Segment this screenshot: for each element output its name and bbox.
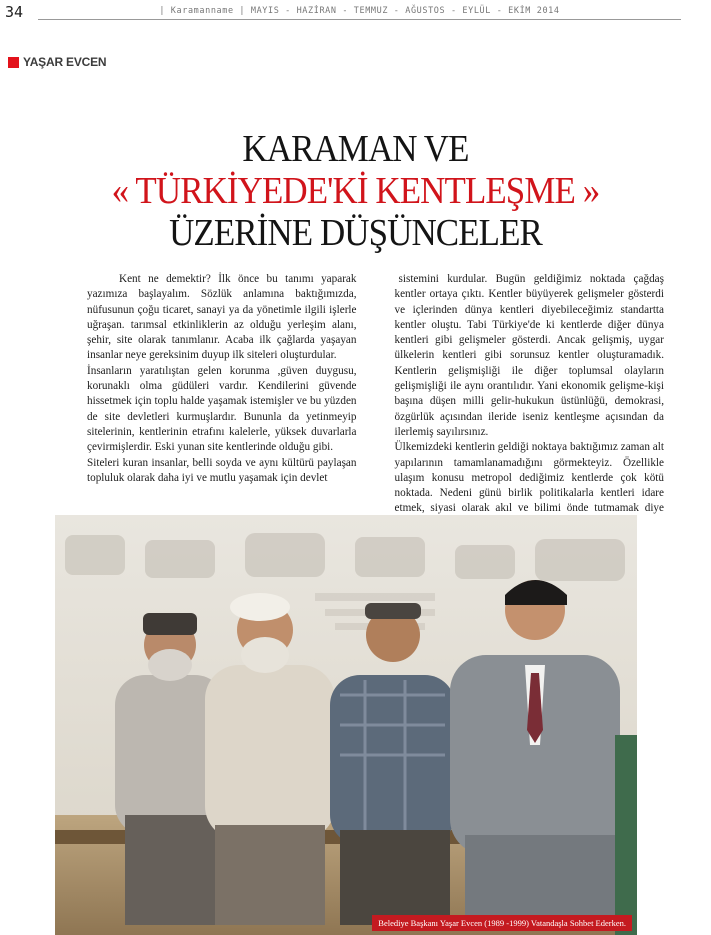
article-title <box>0 128 711 254</box>
page-number: 34 <box>5 3 24 21</box>
photo-illustration <box>55 515 637 935</box>
paragraph: sistemini kurdular. Bugün geldiğimiz noktada çağdaş kentler ortaya çıktı. Kentler büyüyerek gelişmeler gösterdi ve içlerinden dünya kentleri diyebileceğimiz standartta kentler oluştu. Tabi Türkiye'de ki kentlerde diğer dünya kentleri gibi gelişmeler gösterdi. Ancak gelişmiş, uygar ülkelerin kentleri gibi sorunsuz kentler oluşturamadık. Kentlerin gelişmişliği ile diğer toplumsal olayların gelişmişliği ile aynı orantılıdır. Yani ekonomik gelişme-kişi başına düşen milli gelir-hukukun üstünlüğü, demokrasi, özgürlük açısından ileride iseniz kentleşme açısından da ilerlemiş sayılırsınız. <box>394 273 664 438</box>
article-photo <box>55 515 637 935</box>
right-column <box>395 272 665 532</box>
title-line-2: « TÜRKİYEDE'Kİ KENTLEŞME » <box>111 170 600 212</box>
article-body <box>87 272 664 532</box>
paragraph: İnsanların yaratılıştan gelen korunma ,güven duygusu, korunaklı olma güdüleri vardır. Kendilerini güvende hissetmek için toplu halde yaşamak istemişler ve bu yüzden de site devletleri kurmuşlardır. Bununla da yetinmeyip sitelerinin, kentlerinin etrafını kalelerle, yüksek duvarlarla çevirmişlerdir. Eski yunan site kentlerinde olduğu gibi. <box>87 364 357 454</box>
author-marker-square <box>8 57 19 68</box>
running-header: | Karamanname | MAYIS - HAZİRAN - TEMMUZ - AĞUSTOS - EYLÜL - EKİM 2014 <box>38 6 681 20</box>
paragraph: Siteleri kuran insanlar, belli soyda ve aynı kültürü paylaşan topluluk olarak daha iyi ve mutlu yaşamak için devlet <box>87 456 357 484</box>
title-line-1: KARAMAN VE <box>242 128 469 170</box>
paragraph: Ülkemizdeki kentlerin geldiği noktaya baktığımız zaman alt yapılarının tamamlanamadığını görmekteyiz. Özellikle ulaşım konusu metropol dediğimiz kentlerde çok kötü noktada. Nedeni günü birlik politikalarla kentleri idare etmek, siyasi olarak akıl ve bilimi önde tutmamak diye <box>394 441 664 515</box>
title-line-3: ÜZERİNE DÜŞÜNCELER <box>169 212 542 254</box>
left-column <box>87 272 357 532</box>
author-byline <box>8 56 106 68</box>
photo-caption: Belediye Başkanı Yaşar Evcen (1989 -1999) Vatandaşla Sohbet Ederken. <box>372 915 632 931</box>
paragraph: Kent ne demektir? İlk önce bu tanımı yaparak yazımıza başlayalım. Sözlük anlamına baktığımızda, nüfusunun çoğu ticaret, sanayi ya da yönetimle ilgili işlerle uğraşan. tarımsal etkinliklerin az olduğu yerleşim alanı, şehir, site olarak tanımlanır. Acaba ilk çağlarda yaşayan insanlar neye gereksinim duyup ilk siteleri oluşturdular. <box>87 273 357 362</box>
author-name: YAŞAR EVCEN <box>23 55 107 69</box>
